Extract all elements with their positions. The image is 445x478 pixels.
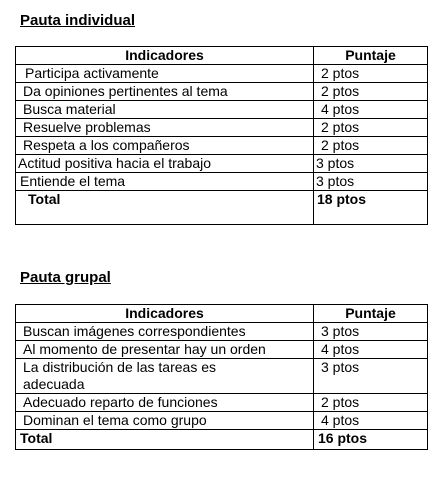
points-cell: 3 ptos xyxy=(314,155,428,173)
indicator-cell: Da opiniones pertinentes al tema xyxy=(16,83,314,101)
total-row xyxy=(16,430,428,450)
table-row xyxy=(16,394,428,412)
table-row xyxy=(16,323,428,341)
points-cell: 4 ptos xyxy=(314,341,428,359)
total-points: 16 ptos xyxy=(314,430,428,450)
table-row xyxy=(16,83,428,101)
indicator-cell: Participa activamente xyxy=(16,65,314,83)
table-row xyxy=(16,412,428,430)
table-row xyxy=(16,173,428,191)
table-row xyxy=(16,101,428,119)
table-row xyxy=(16,137,428,155)
table-row xyxy=(16,341,428,359)
header-indicadores: Indicadores xyxy=(16,305,314,323)
individual-table xyxy=(15,46,428,225)
points-cell: 2 ptos xyxy=(314,119,428,137)
points-cell: 2 ptos xyxy=(314,83,428,101)
table-row xyxy=(16,119,428,137)
points-cell: 4 ptos xyxy=(314,412,428,430)
individual-title: Pauta individual xyxy=(20,12,136,29)
indicator-cell: Entiende el tema xyxy=(16,173,314,191)
header-indicadores: Indicadores xyxy=(16,47,314,65)
indicator-cell: Actitud positiva hacia el trabajo xyxy=(16,155,314,173)
indicator-cell: Al momento de presentar hay un orden xyxy=(16,341,314,359)
grupal-table xyxy=(15,304,428,450)
points-cell: 2 ptos xyxy=(314,65,428,83)
indicator-cell: Buscan imágenes correspondientes xyxy=(16,323,314,341)
total-row xyxy=(16,191,428,225)
table-header xyxy=(16,47,428,65)
grupal-title: Pauta grupal xyxy=(20,269,111,286)
indicator-cell: Dominan el tema como grupo xyxy=(16,412,314,430)
total-points: 18 ptos xyxy=(314,191,428,225)
indicator-cell: Resuelve problemas xyxy=(16,119,314,137)
total-label: Total xyxy=(16,430,314,450)
header-puntaje: Puntaje xyxy=(314,305,428,323)
table-row xyxy=(16,155,428,173)
indicator-cell: Busca material xyxy=(16,101,314,119)
indicator-cell: La distribución de las tareas es adecuada xyxy=(16,359,314,394)
table-row xyxy=(16,359,428,394)
indicator-cell: Respeta a los compañeros xyxy=(16,137,314,155)
table-row xyxy=(16,65,428,83)
points-cell: 2 ptos xyxy=(314,137,428,155)
indicator-cell: Adecuado reparto de funciones xyxy=(16,394,314,412)
points-cell: 3 ptos xyxy=(314,359,428,394)
total-label: Total xyxy=(16,191,314,225)
header-puntaje: Puntaje xyxy=(314,47,428,65)
points-cell: 3 ptos xyxy=(314,173,428,191)
points-cell: 3 ptos xyxy=(314,323,428,341)
points-cell: 4 ptos xyxy=(314,101,428,119)
points-cell: 2 ptos xyxy=(314,394,428,412)
table-header xyxy=(16,305,428,323)
